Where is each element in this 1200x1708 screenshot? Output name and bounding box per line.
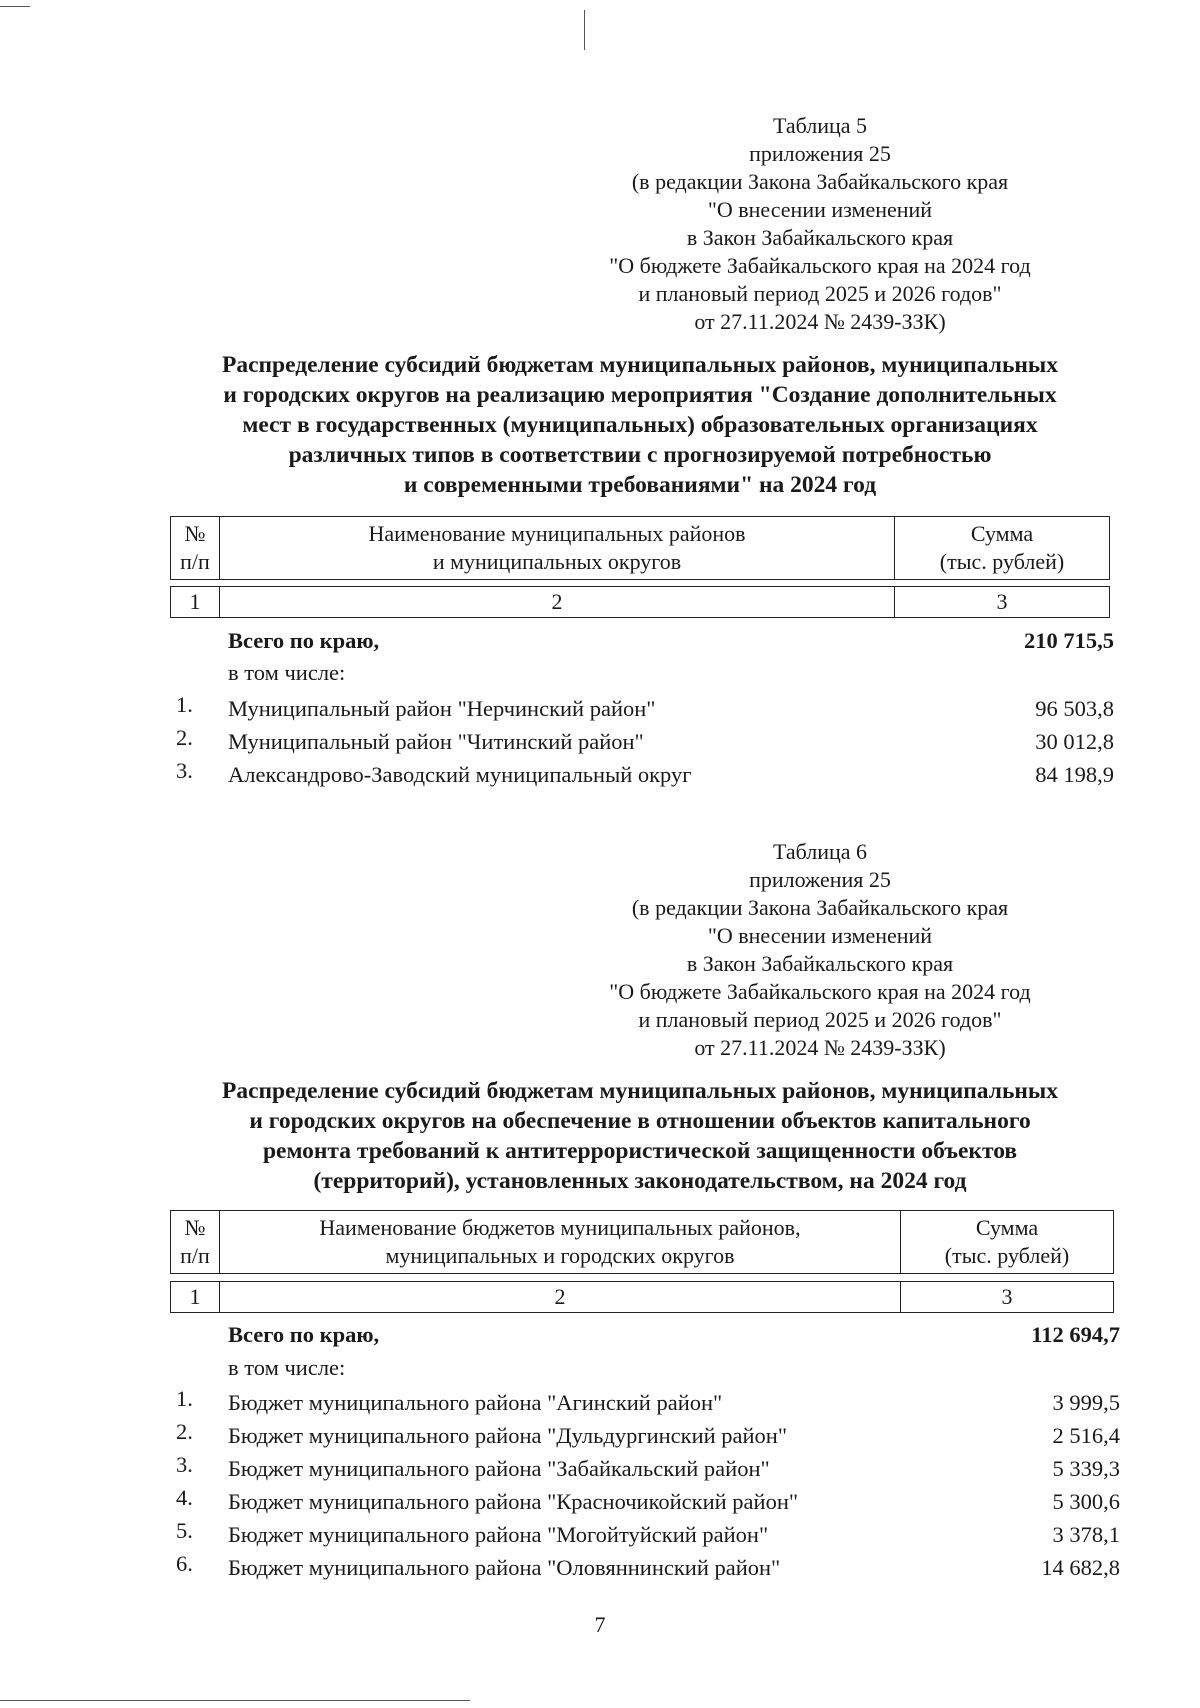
row-amount: 96 503,8 bbox=[1035, 696, 1114, 721]
row-amount: 30 012,8 bbox=[1035, 729, 1114, 754]
page-number: 7 bbox=[594, 1612, 606, 1637]
header-line: "О внесении изменений bbox=[707, 197, 933, 222]
row-name: Бюджет муниципального района "Оловяннинский район" bbox=[228, 1555, 781, 1580]
row-amount: 5 339,3 bbox=[1052, 1456, 1120, 1481]
including-row bbox=[176, 660, 1114, 694]
column-header-sum bbox=[895, 517, 1110, 580]
header-text: (тыс. рублей) bbox=[939, 549, 1065, 574]
column-number: 2 bbox=[220, 1282, 901, 1313]
title-line: Распределение субсидий бюджетам муниципальных районов, муниципальных bbox=[221, 1078, 1059, 1104]
column-number: 3 bbox=[895, 587, 1110, 618]
table-row bbox=[176, 1452, 1120, 1490]
table-row bbox=[176, 758, 1114, 796]
table6-header-note bbox=[560, 838, 1080, 1062]
table5-header-note bbox=[560, 112, 1080, 336]
table-row bbox=[176, 1551, 1120, 1589]
row-number: 5. bbox=[176, 1518, 193, 1543]
table6-title bbox=[160, 1076, 1120, 1196]
table-row bbox=[176, 725, 1114, 763]
title-line: мест в государственных (муниципальных) образовательных организациях bbox=[242, 412, 1038, 438]
row-name: Бюджет муниципального района "Дульдургинский район" bbox=[228, 1423, 788, 1448]
header-text: и муниципальных округов bbox=[432, 549, 682, 574]
column-header-num bbox=[171, 517, 220, 580]
row-name: Бюджет муниципального района "Забайкальский район" bbox=[228, 1456, 770, 1481]
header-text: п/п bbox=[180, 1243, 210, 1268]
row-number: 3. bbox=[176, 758, 193, 783]
table-row bbox=[176, 1485, 1120, 1523]
header-text: Наименование муниципальных районов bbox=[368, 521, 746, 546]
total-row bbox=[176, 628, 1114, 662]
column-header-name bbox=[220, 517, 895, 580]
column-number: 2 bbox=[220, 587, 895, 618]
header-text: п/п bbox=[180, 549, 210, 574]
row-number: 4. bbox=[176, 1485, 193, 1510]
row-number: 6. bbox=[176, 1551, 193, 1576]
header-line: Таблица 5 bbox=[772, 113, 868, 138]
header-line: "О бюджете Забайкальского края на 2024 год bbox=[609, 979, 1031, 1004]
column-number: 3 bbox=[901, 1282, 1114, 1313]
header-text: № bbox=[184, 1215, 206, 1240]
row-amount: 3 999,5 bbox=[1052, 1390, 1120, 1415]
total-label: Всего по краю, bbox=[228, 628, 380, 653]
row-amount: 2 516,4 bbox=[1052, 1423, 1120, 1448]
header-line: (в редакции Закона Забайкальского края bbox=[631, 895, 1009, 920]
row-name: Муниципальный район "Нерчинский район" bbox=[228, 696, 656, 721]
header-line: "О бюджете Забайкальского края на 2024 год bbox=[609, 253, 1031, 278]
header-line: Таблица 6 bbox=[772, 839, 868, 864]
title-line: и городских округов на реализацию мероприятия "Создание дополнительных bbox=[223, 382, 1057, 408]
column-header-name bbox=[220, 1211, 901, 1274]
title-line: различных типов в соответствии с прогнозируемой потребностью bbox=[288, 442, 992, 468]
table5-column-headers bbox=[170, 516, 1110, 580]
table-row bbox=[176, 692, 1114, 730]
column-number: 1 bbox=[171, 587, 220, 618]
header-line: (в редакции Закона Забайкальского края bbox=[631, 169, 1009, 194]
header-text: № bbox=[184, 521, 206, 546]
row-number: 1. bbox=[176, 1386, 193, 1411]
header-line: в Закон Забайкальского края bbox=[686, 951, 954, 976]
scan-mark bbox=[584, 10, 585, 50]
header-line: "О внесении изменений bbox=[707, 923, 933, 948]
including-label: в том числе: bbox=[228, 1355, 346, 1380]
header-line: и плановый период 2025 и 2026 годов" bbox=[638, 281, 1002, 306]
header-text: Сумма bbox=[970, 521, 1034, 546]
title-line: ремонта требований к антитеррористической защищенности объектов bbox=[262, 1138, 1018, 1164]
row-name: Бюджет муниципального района "Красночикойский район" bbox=[228, 1489, 799, 1514]
header-line: от 27.11.2024 № 2439-ЗЗК) bbox=[694, 1035, 946, 1060]
row-name: Бюджет муниципального района "Агинский район" bbox=[228, 1390, 723, 1415]
table-row bbox=[176, 1518, 1120, 1556]
title-line: и современными требованиями" на 2024 год bbox=[403, 472, 877, 498]
title-line: и городских округов на обеспечение в отношении объектов капитального bbox=[249, 1108, 1031, 1134]
total-label: Всего по краю, bbox=[228, 1322, 380, 1347]
scan-mark bbox=[0, 1700, 470, 1701]
header-text: Наименование бюджетов муниципальных районов, bbox=[319, 1215, 801, 1240]
row-number: 2. bbox=[176, 725, 193, 750]
including-row bbox=[176, 1355, 1120, 1389]
row-name: Александрово-Заводский муниципальный округ bbox=[228, 762, 692, 787]
header-line: и плановый период 2025 и 2026 годов" bbox=[638, 1007, 1002, 1032]
header-line: в Закон Забайкальского края bbox=[686, 225, 954, 250]
header-line: от 27.11.2024 № 2439-ЗЗК) bbox=[694, 309, 946, 334]
header-line: приложения 25 bbox=[749, 141, 891, 166]
column-header-sum bbox=[901, 1211, 1114, 1274]
title-line: Распределение субсидий бюджетам муниципальных районов, муниципальных bbox=[221, 352, 1059, 378]
row-number: 3. bbox=[176, 1452, 193, 1477]
title-line: (территорий), установленных законодательством, на 2024 год bbox=[313, 1168, 967, 1194]
row-name: Бюджет муниципального района "Могойтуйский район" bbox=[228, 1522, 769, 1547]
table-row bbox=[176, 1386, 1120, 1424]
scan-mark bbox=[0, 6, 30, 7]
header-text: муниципальных и городских округов bbox=[385, 1243, 735, 1268]
table5-column-numbers bbox=[170, 586, 1110, 618]
table5-title bbox=[160, 350, 1120, 500]
header-text: Сумма bbox=[975, 1215, 1039, 1240]
total-row bbox=[176, 1322, 1120, 1356]
header-line: приложения 25 bbox=[749, 867, 891, 892]
row-number: 1. bbox=[176, 692, 193, 717]
header-text: (тыс. рублей) bbox=[944, 1243, 1070, 1268]
table6-column-numbers bbox=[170, 1281, 1114, 1313]
row-amount: 5 300,6 bbox=[1052, 1489, 1120, 1514]
total-amount: 210 715,5 bbox=[1024, 628, 1114, 653]
table6-column-headers bbox=[170, 1210, 1114, 1274]
row-amount: 84 198,9 bbox=[1035, 762, 1114, 787]
table-row bbox=[176, 1419, 1120, 1457]
row-amount: 14 682,8 bbox=[1041, 1555, 1120, 1580]
including-label: в том числе: bbox=[228, 660, 346, 685]
total-amount: 112 694,7 bbox=[1031, 1322, 1120, 1347]
row-number: 2. bbox=[176, 1419, 193, 1444]
row-amount: 3 378,1 bbox=[1052, 1522, 1120, 1547]
column-number: 1 bbox=[171, 1282, 220, 1313]
column-header-num bbox=[171, 1211, 220, 1274]
row-name: Муниципальный район "Читинский район" bbox=[228, 729, 644, 754]
